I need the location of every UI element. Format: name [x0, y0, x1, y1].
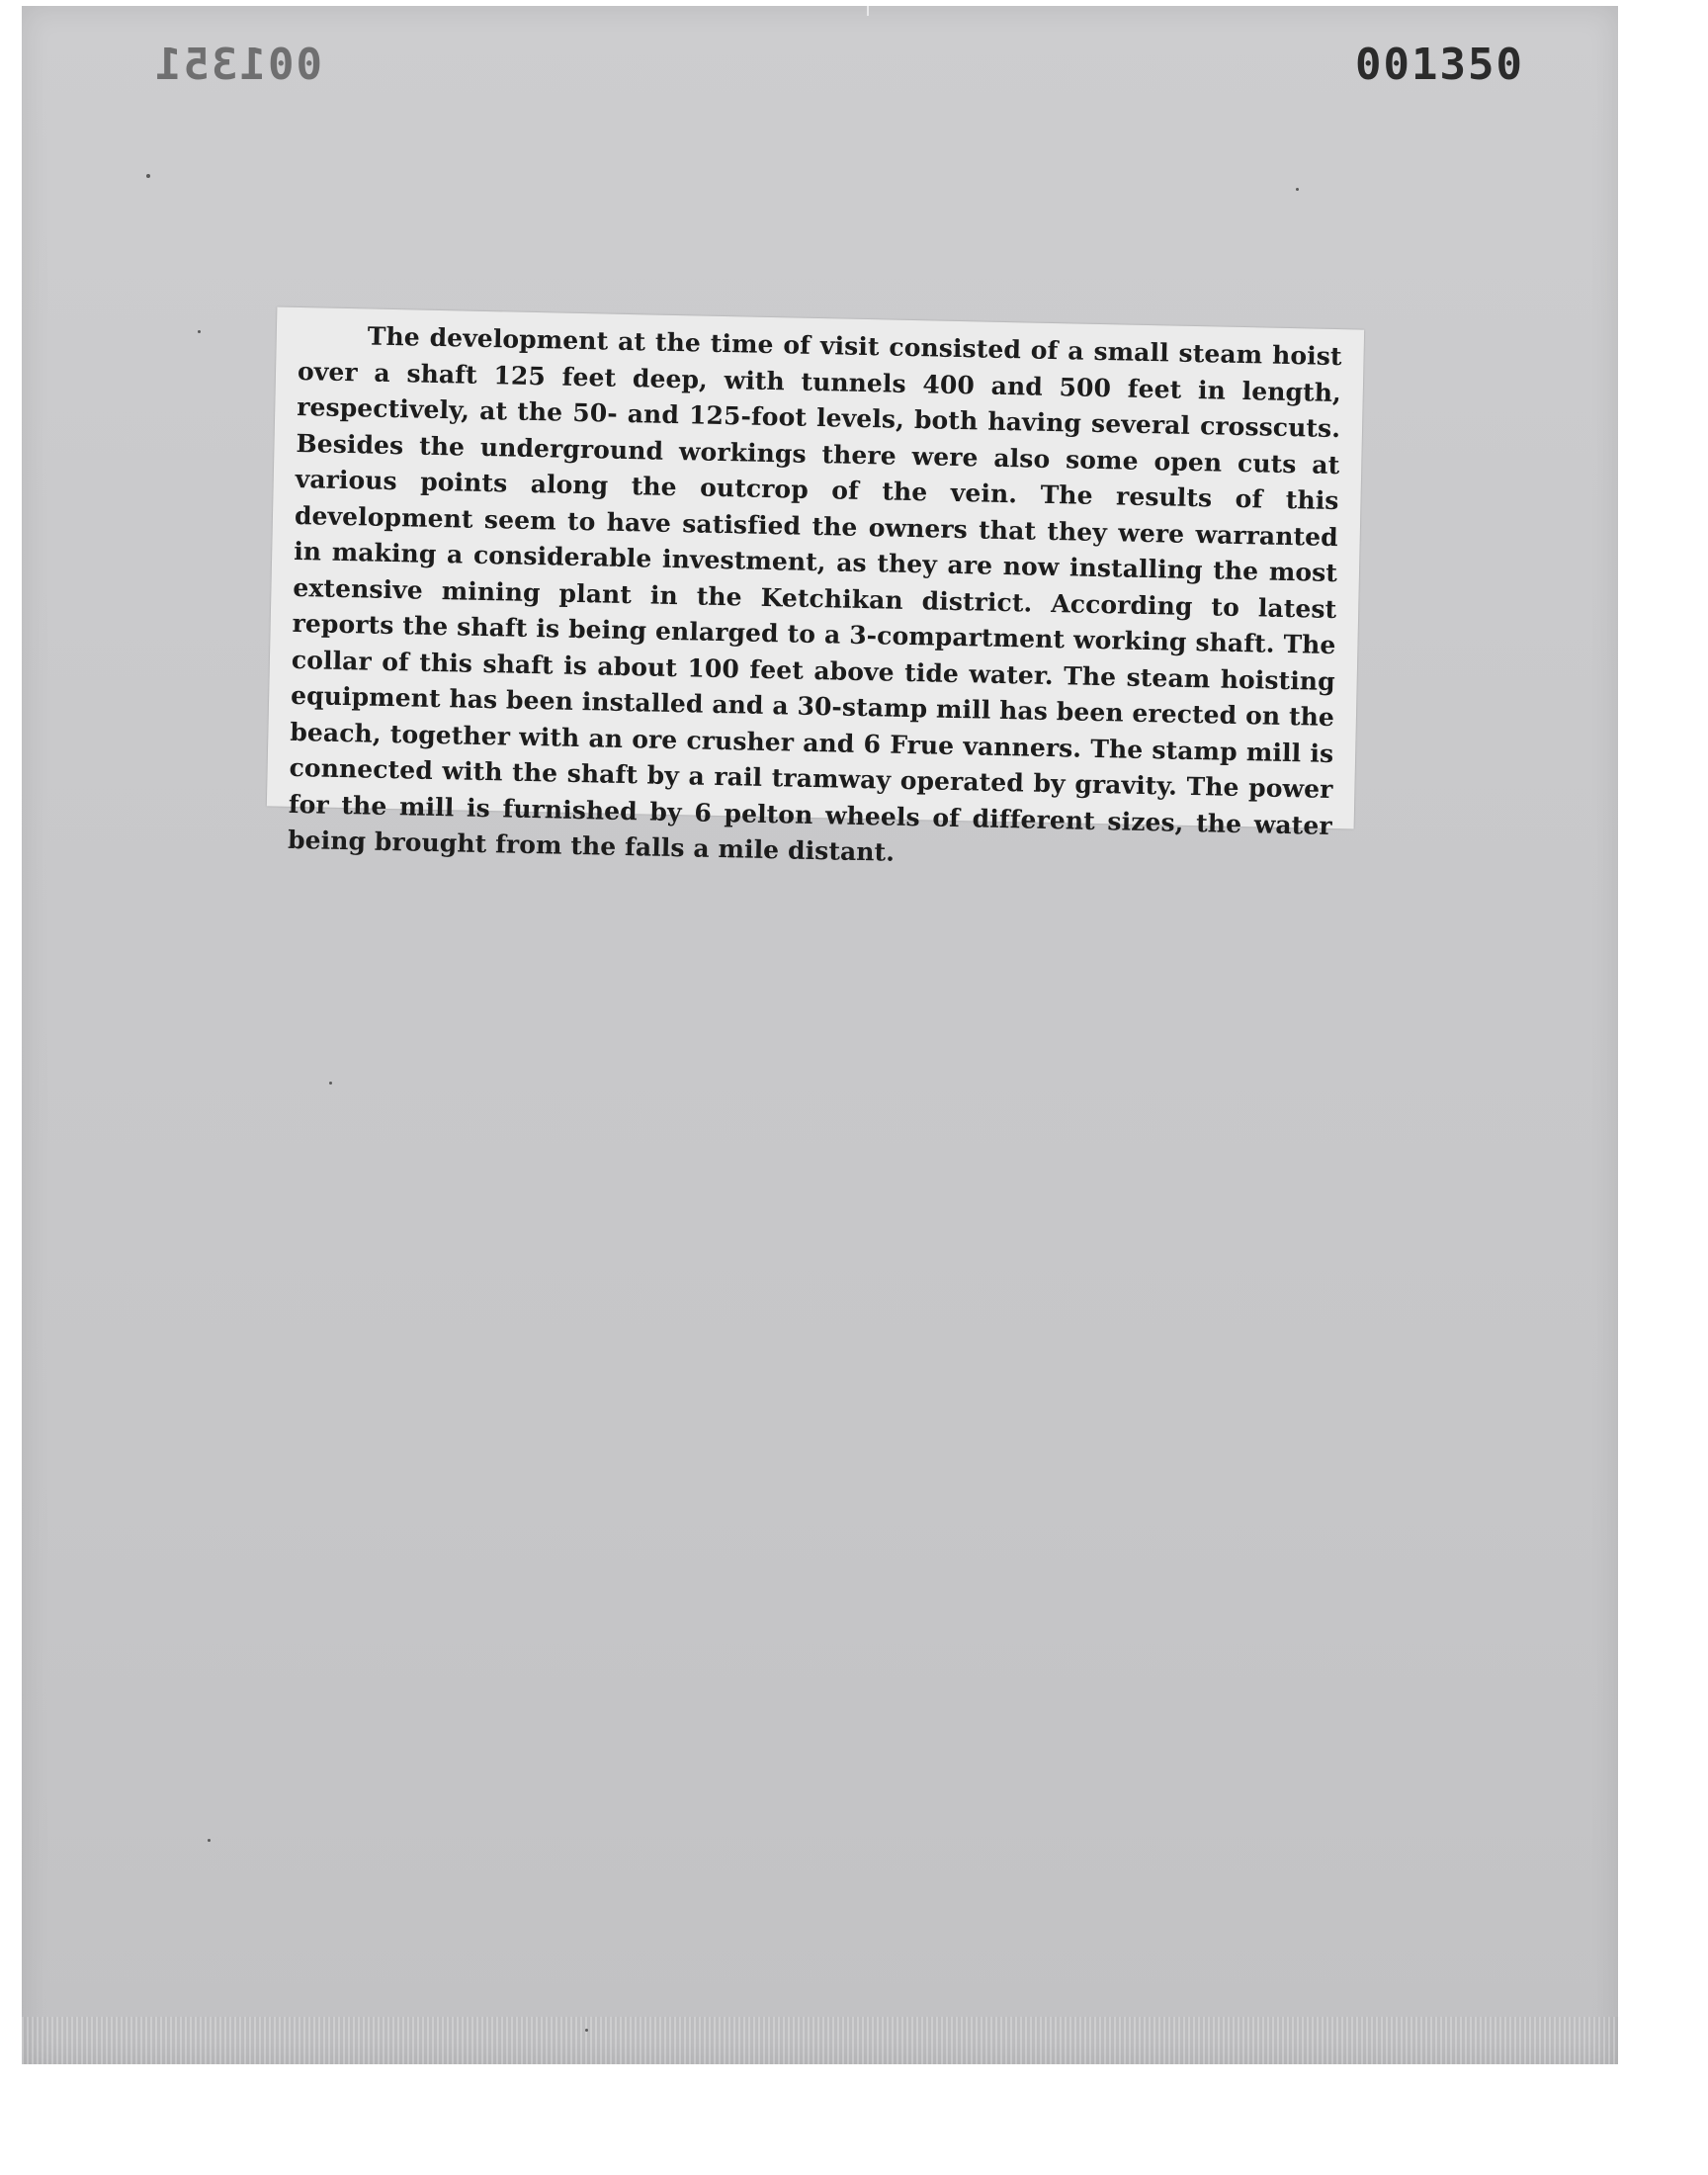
page-number-stamp: 001350: [1355, 40, 1524, 90]
page-fold-mark: [867, 6, 869, 16]
clipping-paragraph: The development at the time of visit consisted of a small steam hoist over a shaft 125 feet deep, with tunnels 400 and 500 feet in length, respectively, at the 50- and 125-foot levels, both having several crosscuts. Besides the underground workings there were also some open cuts at various points along the outcrop of the vein. The results of this development seem to have satisfied the owners that they were warranted in making a considerable investment, as they are now installing the most extensive mining plant in the Ketchikan district. According to latest reports the shaft is being enlarged to a 3-compartment working shaft. The collar of this shaft is about 100 feet above tide water. The steam hoisting equipment has been installed and a 30-stamp mill has been erected on the beach, together with an ore crusher and 6 Frue vanners. The stamp mill is connected with the shaft by a rail tramway operated by gravity. The power for the mill is furnished by 6 pelton wheels of different sizes, the water being brought from the falls a mile distant.: [287, 321, 1342, 867]
dust-speck: [329, 1082, 332, 1085]
paper-sheet: [22, 6, 1618, 2064]
dust-speck: [1296, 188, 1299, 191]
newspaper-clipping: [267, 307, 1364, 867]
dust-speck: [198, 330, 201, 333]
bleed-through-page-number: 001351: [153, 40, 322, 90]
dust-speck: [585, 2029, 588, 2032]
dust-speck: [208, 1839, 211, 1842]
scan-edge-artifact: [22, 2017, 1618, 2064]
dust-speck: [146, 174, 150, 178]
